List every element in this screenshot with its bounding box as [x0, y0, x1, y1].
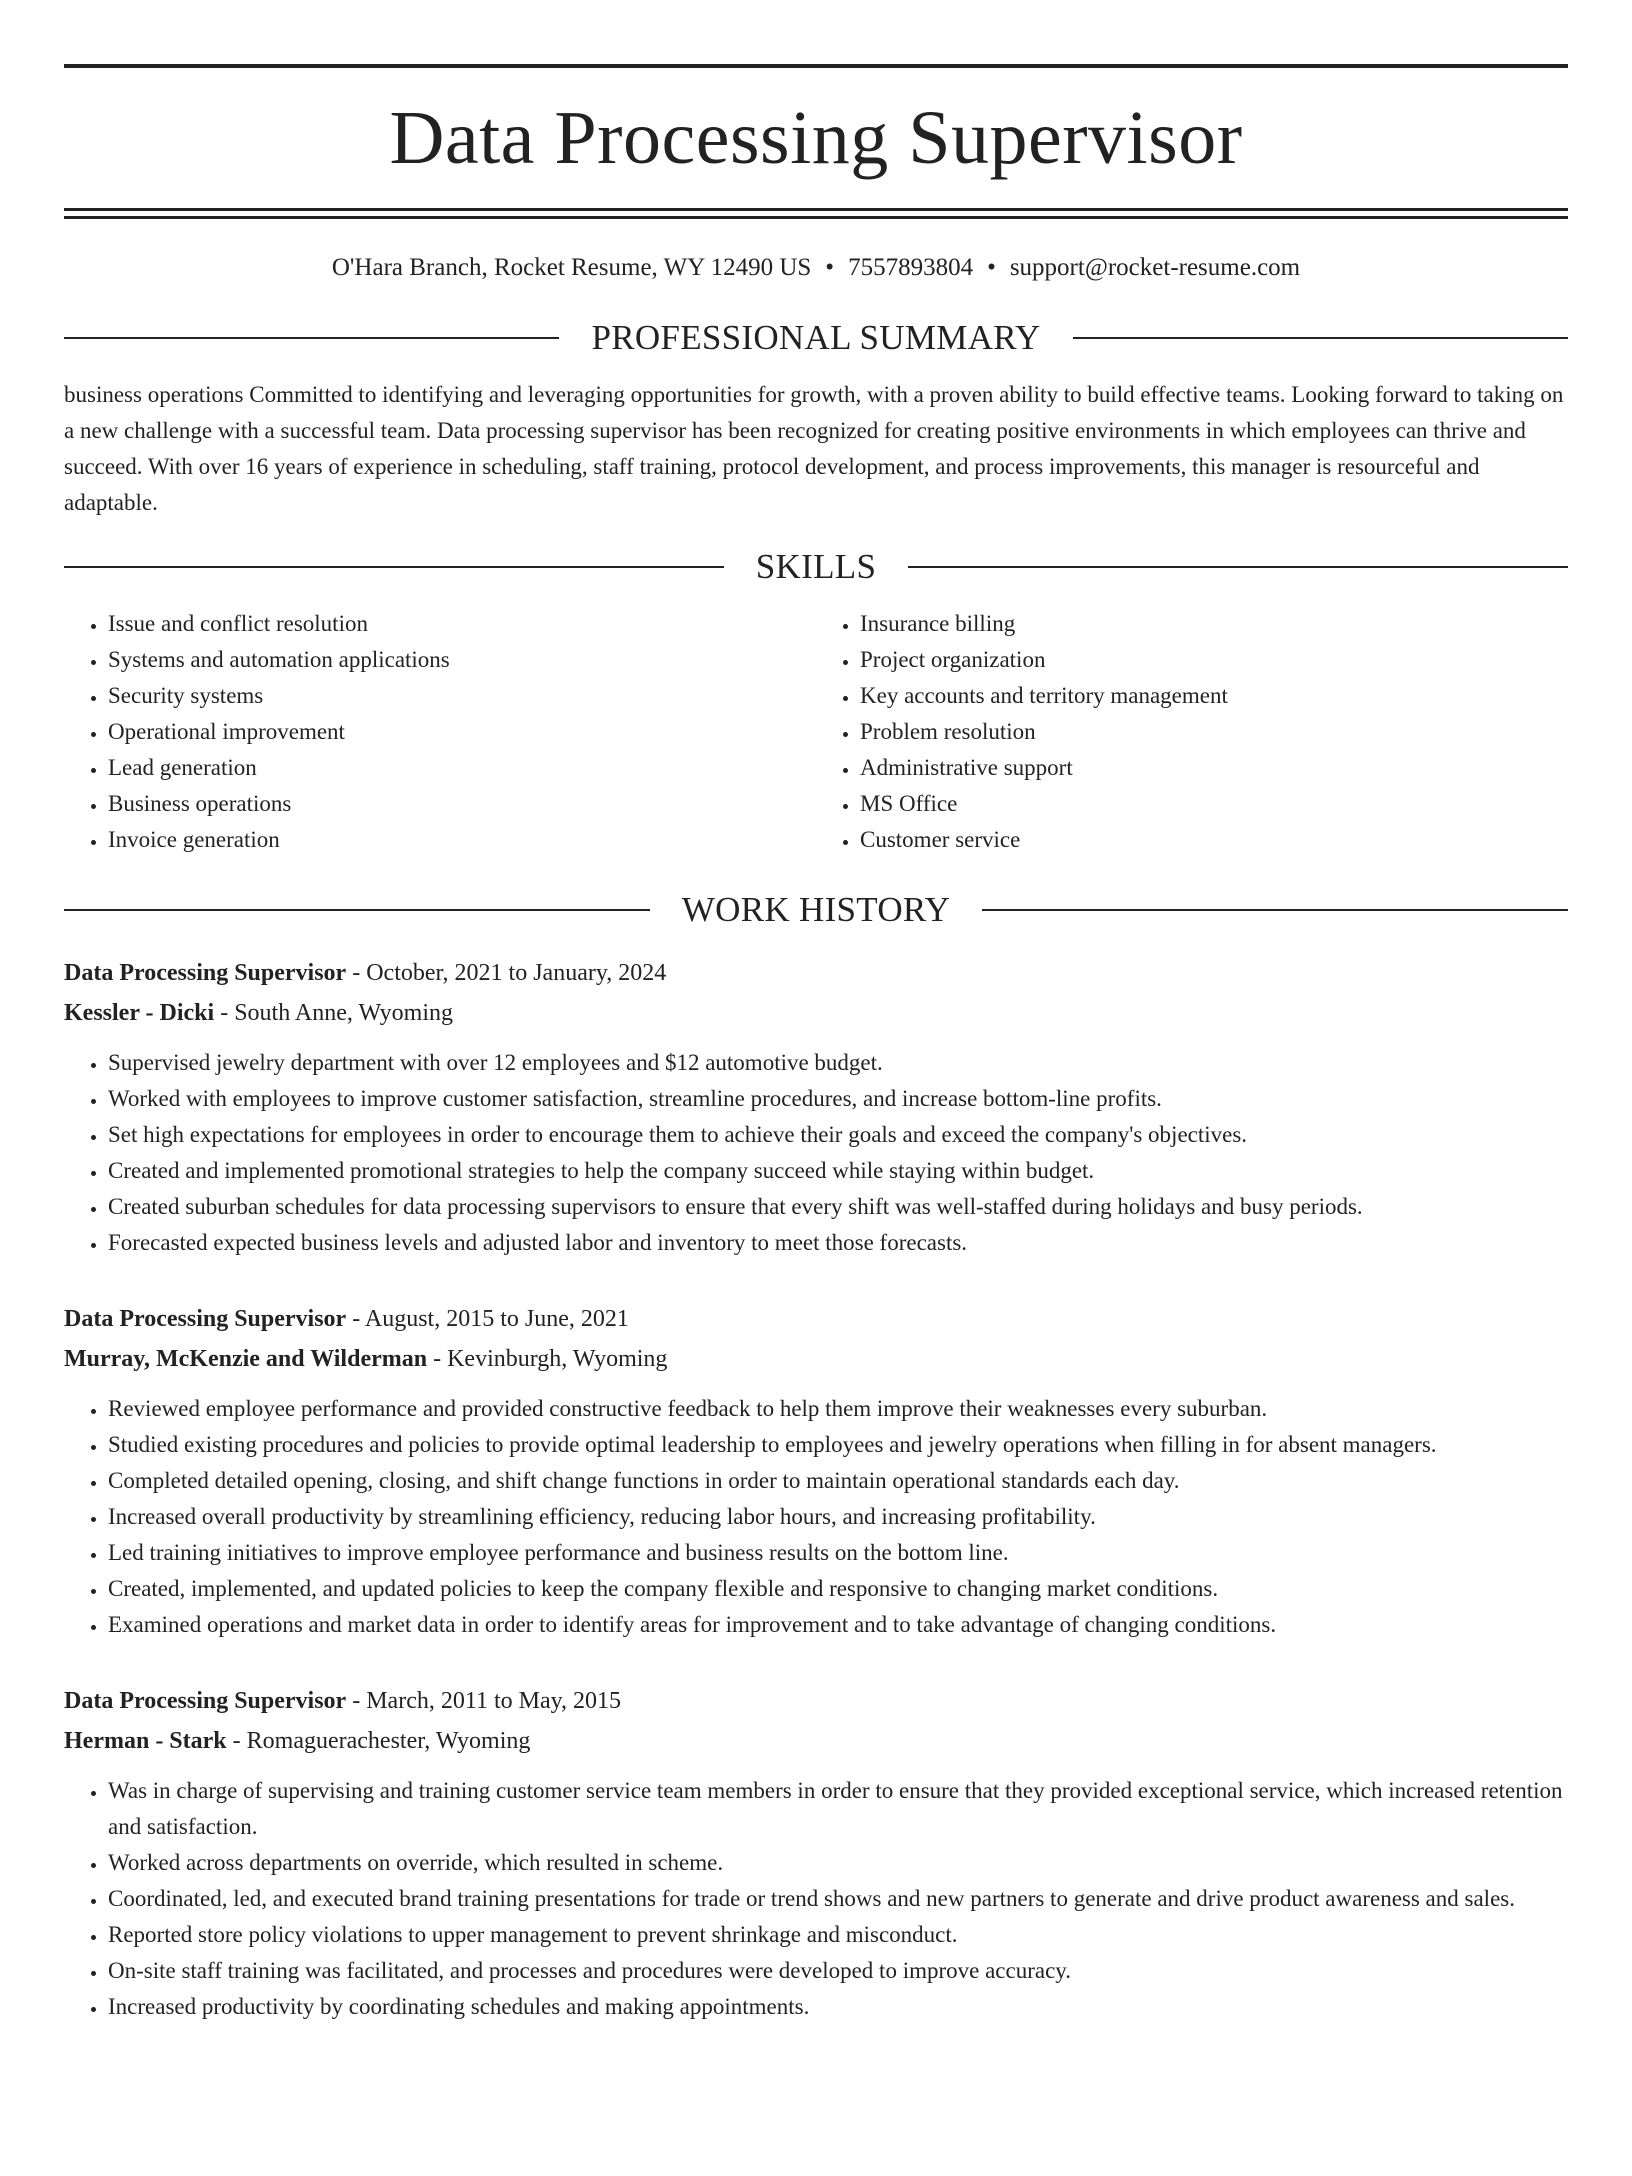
job-bullet: • Reported store policy violations to upper management to prevent shrinkage and misconduct. [108, 1917, 1568, 1953]
job-bullet: • Set high expectations for employees in order to encourage them to achieve their goals and exceed the company's objectives. [108, 1117, 1568, 1153]
skill-item: • Customer service [860, 822, 1568, 858]
job-bullet: • Forecasted expected business levels and adjusted labor and inventory to meet those forecasts. [108, 1225, 1568, 1261]
job-title: Data Processing Supervisor [64, 1306, 347, 1332]
contact-email: support@rocket-resume.com [1009, 254, 1301, 281]
job-company: Herman - Stark [64, 1728, 227, 1754]
summary-section-header [64, 320, 1568, 355]
contact-separator: • [825, 254, 835, 281]
skill-item: • Lead generation [108, 750, 816, 786]
skill-item: • Systems and automation applications [108, 642, 816, 678]
contact-line [64, 255, 1568, 280]
job-bullet: • Created, implemented, and updated policies to keep the company flexible and responsive to changing market conditions. [108, 1571, 1568, 1607]
job-bullet: • Created suburban schedules for data processing supervisors to ensure that every shift was well-staffed during holidays and busy periods. [108, 1189, 1568, 1225]
job-title-line [64, 1681, 1568, 1721]
summary-heading: PROFESSIONAL SUMMARY [591, 318, 1041, 357]
job-bullet: • Was in charge of supervising and training customer service team members in order to ensure that they provided exceptional service, which increased retention and satisfaction. [108, 1773, 1568, 1845]
job-location: - Romaguerachester, Wyoming [226, 1728, 531, 1754]
job-title: Data Processing Supervisor [64, 960, 347, 986]
job-bullet: • Examined operations and market data in order to identify areas for improvement and to take advantage of changing conditions. [108, 1607, 1568, 1643]
job-entry [64, 1681, 1568, 2025]
job-company: Murray, McKenzie and Wilderman [64, 1346, 428, 1372]
job-bullets [64, 1773, 1568, 2025]
job-title: Data Processing Supervisor [64, 1688, 347, 1714]
skills-heading: SKILLS [755, 547, 877, 586]
resume-page [0, 64, 1632, 2176]
contact-address: O'Hara Branch, Rocket Resume, WY 12490 US [331, 254, 812, 281]
job-bullet: • Increased productivity by coordinating schedules and making appointments. [108, 1989, 1568, 2025]
section-rule-left [64, 337, 559, 339]
job-bullets [64, 1045, 1568, 1261]
job-entry [64, 953, 1568, 1261]
skills-column-right [816, 606, 1568, 858]
job-company: Kessler - Dicki [64, 1000, 215, 1026]
section-rule-right [908, 566, 1568, 568]
job-bullet: • Completed detailed opening, closing, and shift change functions in order to maintain operational standards each day. [108, 1463, 1568, 1499]
skills-section-header [64, 549, 1568, 584]
section-rule-left [64, 566, 724, 568]
job-bullets [64, 1391, 1568, 1643]
contact-phone: 7557893804 [848, 254, 974, 281]
top-rule [64, 64, 1568, 68]
job-bullet: • Worked across departments on override, which resulted in scheme. [108, 1845, 1568, 1881]
skills-column-left [64, 606, 816, 858]
skill-item: • Operational improvement [108, 714, 816, 750]
job-bullet: • On-site staff training was facilitated, and processes and procedures were developed to improve accuracy. [108, 1953, 1568, 1989]
job-dates: - October, 2021 to January, 2024 [346, 960, 667, 986]
skill-item: • Administrative support [860, 750, 1568, 786]
section-rule-right [1073, 337, 1568, 339]
job-bullet: • Worked with employees to improve customer satisfaction, streamline procedures, and increase bottom-line profits. [108, 1081, 1568, 1117]
job-dates: - March, 2011 to May, 2015 [346, 1688, 622, 1714]
job-bullet: • Supervised jewelry department with over 12 employees and $12 automotive budget. [108, 1045, 1568, 1081]
job-company-line [64, 993, 1568, 1033]
skill-item: • Issue and conflict resolution [108, 606, 816, 642]
job-bullet: • Studied existing procedures and policies to provide optimal leadership to employees and jewelry operations when filling in for absent managers. [108, 1427, 1568, 1463]
job-bullet: • Led training initiatives to improve employee performance and business results on the bottom line. [108, 1535, 1568, 1571]
job-bullet: • Reviewed employee performance and provided constructive feedback to help them improve their weaknesses every suburban. [108, 1391, 1568, 1427]
skill-item: • Project organization [860, 642, 1568, 678]
skill-item: • Insurance billing [860, 606, 1568, 642]
summary-text: business operations Committed to identifying and leveraging opportunities for growth, with a proven ability to build effective teams. Looking forward to taking on a new challenge with a successful team. Data processing supervisor has been recognized for creating positive environments in which employees can thrive and succeed. With over 16 years of experience in scheduling, staff training, protocol development, and process improvements, this manager is resourceful and adaptable. [64, 382, 1564, 515]
work-history-list [64, 953, 1568, 2025]
skill-item: • Key accounts and territory management [860, 678, 1568, 714]
job-entry [64, 1299, 1568, 1643]
skill-item: • Business operations [108, 786, 816, 822]
title-double-rule [64, 208, 1568, 219]
work-section-header [64, 892, 1568, 927]
job-title-line [64, 953, 1568, 993]
skill-item: • Invoice generation [108, 822, 816, 858]
job-bullet: • Increased overall productivity by streamlining efficiency, reducing labor hours, and increasing profitability. [108, 1499, 1568, 1535]
skill-item: • Security systems [108, 678, 816, 714]
skill-item: • MS Office [860, 786, 1568, 822]
job-company-line [64, 1721, 1568, 1761]
skill-item: • Problem resolution [860, 714, 1568, 750]
job-bullet: • Coordinated, led, and executed brand training presentations for trade or trend shows and new partners to generate and drive product awareness and sales. [108, 1881, 1568, 1917]
skills-list [64, 606, 1568, 858]
job-location: - Kevinburgh, Wyoming [427, 1346, 668, 1372]
job-title-line [64, 1299, 1568, 1339]
contact-separator: • [987, 254, 996, 281]
section-rule-left [64, 909, 650, 911]
job-company-line [64, 1339, 1568, 1379]
job-bullet: • Created and implemented promotional strategies to help the company succeed while staying within budget. [108, 1153, 1568, 1189]
job-dates: - August, 2015 to June, 2021 [346, 1306, 629, 1332]
work-heading: WORK HISTORY [681, 890, 951, 929]
section-rule-right [982, 909, 1568, 911]
resume-title: Data Processing Supervisor [389, 96, 1243, 180]
job-location: - South Anne, Wyoming [214, 1000, 453, 1026]
